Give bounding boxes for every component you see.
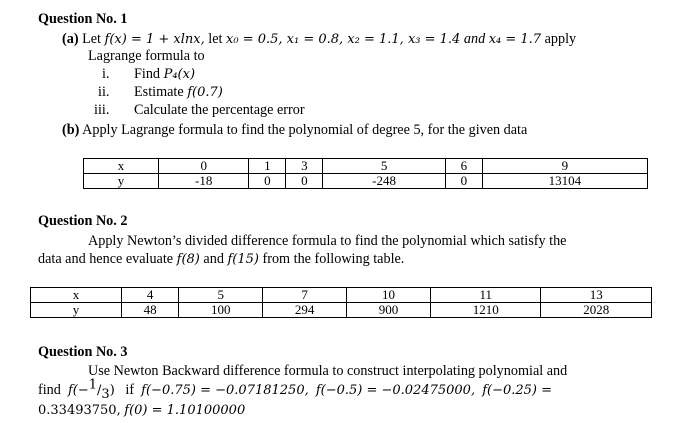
table-cell: 100 (179, 303, 263, 318)
table-cell: -248 (323, 174, 445, 189)
q1b-label: (b) (62, 122, 80, 138)
q1-title: Question No. 1 (38, 11, 128, 27)
item-math: P₄(x) (163, 67, 196, 82)
table-cell: -18 (159, 174, 249, 189)
q3-target-open: f(− (67, 383, 89, 398)
table-cell: 1 (249, 159, 286, 174)
q1a-point4: x₄ = 1.7 (488, 32, 542, 47)
q2-line1: Apply Newton’s divided difference formula to find the polynomial which satisfy the (88, 233, 567, 249)
q3-if: if (125, 382, 135, 398)
table-cell: 48 (122, 303, 179, 318)
q1a-apply: apply (544, 31, 577, 47)
table-cell: 2028 (541, 303, 652, 318)
q1-item-3 (94, 102, 305, 118)
row-header-x: x (31, 288, 122, 303)
q2-eval-2: f(15) (227, 252, 259, 267)
q1-item-1 (102, 66, 195, 83)
item-text: Find (134, 66, 161, 82)
table-row-x (31, 288, 652, 303)
table-cell: 0 (159, 159, 249, 174)
table-cell: 0 (249, 174, 286, 189)
q3-line1: Use Newton Backward difference formula to construct interpolating polynomial and (88, 363, 568, 379)
q3-title: Question No. 3 (38, 344, 128, 360)
item-number: i. (102, 66, 110, 82)
table-cell: 5 (179, 288, 263, 303)
table-cell: 3 (286, 159, 323, 174)
q1a-function: f(x) = 1 + xlnx, (104, 32, 205, 47)
q1a-line2: Lagrange formula to (88, 48, 205, 64)
q3-target-close: ) (109, 383, 115, 398)
table-cell: 6 (445, 159, 482, 174)
table-cell: 4 (122, 288, 179, 303)
table-cell: 7 (263, 288, 347, 303)
q3-frac-den: 3 (101, 386, 110, 402)
q1a-points: x₀ = 0.5, x₁ = 0.8, x₂ = 1.1, x₃ = 1.4 (226, 32, 461, 47)
row-header-x: x (84, 159, 159, 174)
q1b-line (62, 122, 527, 138)
table-row-x (84, 159, 648, 174)
q3-value-2: f(−0.5) = −0.02475000, (315, 383, 476, 398)
q2-and: and (203, 251, 224, 267)
table-cell: 11 (430, 288, 541, 303)
table-cell: 294 (263, 303, 347, 318)
item-math: f(0.7) (187, 85, 223, 100)
q3-line3 (38, 402, 245, 419)
q2-line2-post: from the following table. (262, 251, 405, 267)
table-cell: 900 (347, 303, 431, 318)
q2-line2-pre: data and hence evaluate (38, 251, 174, 267)
table-cell: 13 (541, 288, 652, 303)
q3-frac-num: 1 (88, 377, 98, 393)
table-cell: 10 (347, 288, 431, 303)
q3-line2: find $f(-^1/_3)$ if f(−0.75) = −0.07181250, f(−0.5) = −0.02475000, f(−0.25) = (38, 377, 553, 402)
q1a-let: Let (82, 31, 101, 47)
table-row-y (84, 174, 648, 189)
item-number: ii. (98, 84, 110, 100)
q3-value-3: f(−0.25) = (482, 383, 553, 398)
q1a-and: and (463, 31, 486, 47)
table-cell: 0 (286, 174, 323, 189)
q1a-let2: let (208, 31, 223, 47)
q3-find: find (38, 382, 61, 398)
item-number: iii. (94, 102, 110, 118)
q2-title: Question No. 2 (38, 213, 128, 229)
q3-value-3-cont: 0.33493750, (38, 403, 121, 418)
q1a-line1 (62, 31, 576, 48)
table-row-y (31, 303, 652, 318)
item-text: Estimate (134, 84, 184, 100)
table-cell: 5 (323, 159, 445, 174)
q2-data-table (30, 287, 652, 318)
table-cell: 9 (482, 159, 647, 174)
row-header-y: y (84, 174, 159, 189)
q3-value-4: f(0) = 1.10100000 (124, 403, 246, 418)
row-header-y: y (31, 303, 122, 318)
q1b-text: Apply Lagrange formula to find the polynomial of degree 5, for the given data (82, 122, 528, 138)
q1-data-table (83, 158, 648, 189)
table-cell: 13104 (482, 174, 647, 189)
q3-value-1: f(−0.75) = −0.07181250, (141, 383, 309, 398)
table-cell: 1210 (430, 303, 541, 318)
q1a-label: (a) (62, 31, 79, 47)
item-text: Calculate the percentage error (134, 102, 305, 118)
table-cell: 0 (445, 174, 482, 189)
q1-item-2 (98, 84, 223, 101)
q2-line2 (38, 251, 404, 268)
q2-eval-1: f(8) (176, 252, 200, 267)
